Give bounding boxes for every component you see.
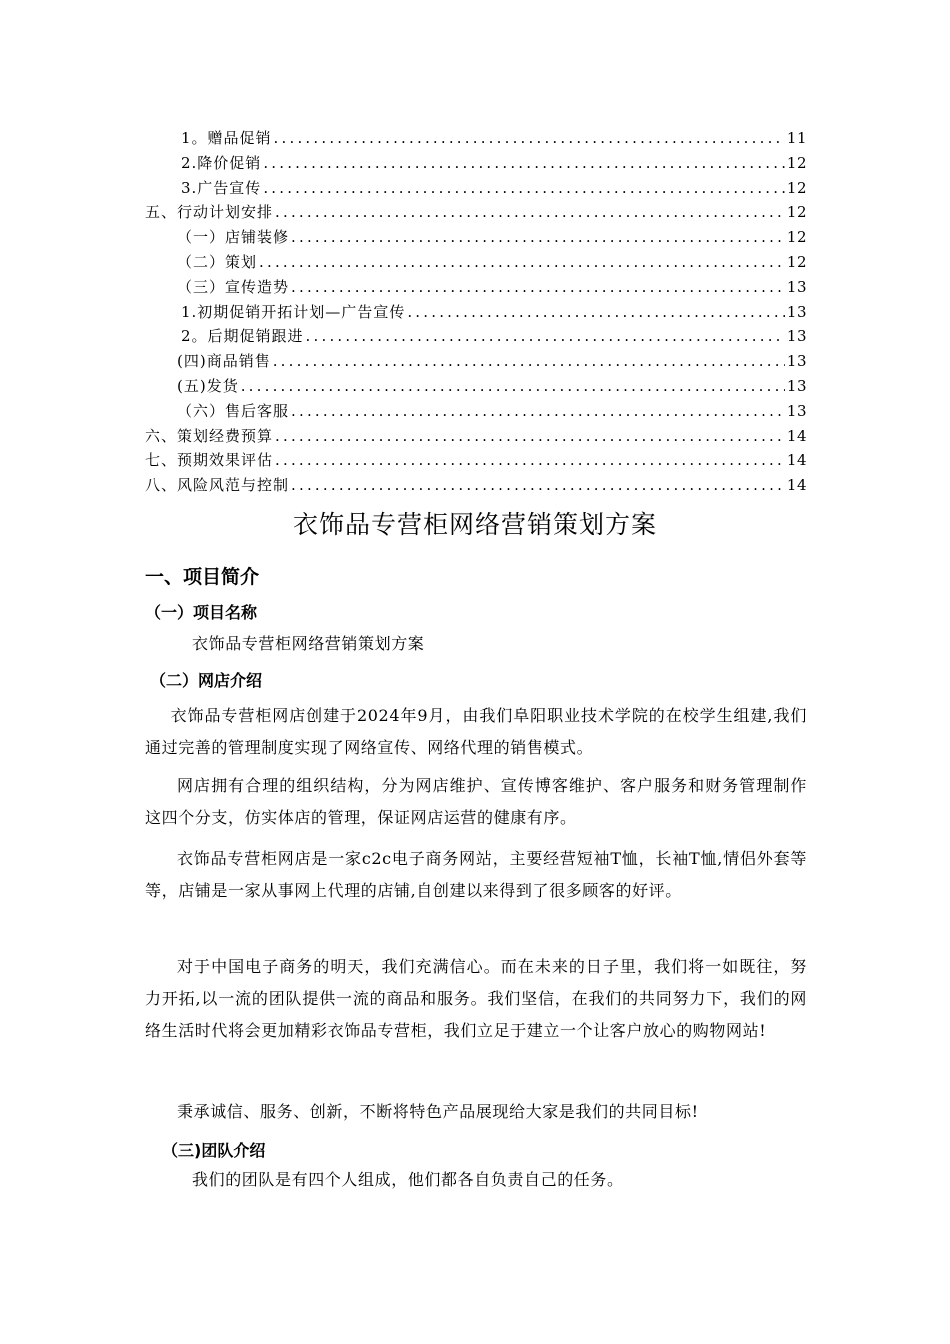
shop-intro-paragraph: 秉承诚信、服务、创新，不断将特色产品展现给大家是我们的共同目标! [177, 1102, 699, 1121]
toc-entry[interactable] [145, 324, 807, 349]
toc-entry-page: 13 [786, 277, 807, 296]
project-name-text: 衣饰品专营柜网络营销策划方案 [192, 634, 425, 653]
toc-entry-page: 12 [786, 153, 807, 172]
toc-entry-label: 3.广告宣传 [181, 178, 262, 197]
toc-entry-label: (五)发货 [177, 376, 239, 395]
toc-entry-label: 2.降价促销 [181, 153, 262, 172]
toc-entry[interactable] [145, 151, 807, 176]
toc-entry-label: 1.初期促销开拓计划—广告宣传 [181, 302, 406, 321]
toc-leader-dots [275, 424, 785, 449]
toc-entry-label: （一）店铺装修 [177, 228, 290, 247]
toc-entry-label: 七、预期效果评估 [145, 451, 274, 470]
toc-leader-dots [306, 324, 785, 349]
toc-entry-label: 八、风险风范与控制 [145, 476, 290, 495]
toc-leader-dots [291, 473, 785, 498]
subsection-heading-team-intro: （三)团队介绍 [162, 1141, 266, 1160]
toc-leader-dots [291, 275, 785, 300]
subsection-heading-project-name: （一）项目名称 [145, 603, 258, 622]
toc-leader-dots [291, 399, 785, 424]
toc-entry-page: 12 [786, 252, 807, 271]
toc-leader-dots [407, 300, 785, 325]
toc-entry[interactable] [145, 424, 807, 449]
toc-entry-page: 14 [786, 476, 807, 495]
toc-entry-label: (四)商品销售 [177, 352, 271, 371]
subsection-heading-shop-intro: （二）网店介绍 [150, 671, 263, 690]
toc-entry[interactable] [145, 176, 807, 201]
toc-leader-dots [274, 126, 785, 151]
toc-entry[interactable] [145, 225, 807, 250]
toc-entry-page: 13 [786, 352, 807, 371]
toc-entry-label: 2。后期促销跟进 [181, 327, 304, 346]
toc-entry-label: 五、行动计划安排 [145, 203, 274, 222]
toc-entry-page: 13 [786, 401, 807, 420]
toc-leader-dots [259, 250, 785, 275]
toc-entry-page: 13 [786, 327, 807, 346]
toc-entry-page: 12 [786, 228, 807, 247]
toc-entry-page: 11 [786, 129, 807, 147]
toc-entry[interactable] [145, 374, 807, 399]
shop-intro-paragraph: 衣饰品专营柜网店是一家c2c电子商务网站，主要经营短袖T恤，长袖T恤,情侣外套等等，店铺是一家从事网上代理的店铺,自创建以来得到了很多顾客的好评。 [145, 849, 807, 900]
toc-entry-label: （六）售后客服 [177, 401, 290, 420]
toc-leader-dots [263, 151, 785, 176]
document-title: 衣饰品专营柜网络营销策划方案 [292, 510, 657, 539]
toc-leader-dots [291, 225, 785, 250]
toc-entry-label: 1。赠品促销 [181, 129, 272, 147]
toc-entry[interactable] [145, 275, 807, 300]
team-intro-text: 我们的团队是有四个人组成，他们都各自负责自己的任务。 [192, 1170, 624, 1189]
table-of-contents [145, 126, 807, 498]
toc-entry-label: （二）策划 [177, 252, 258, 271]
toc-entry[interactable] [145, 250, 807, 275]
toc-entry[interactable] [145, 448, 807, 473]
toc-entry[interactable] [145, 200, 807, 225]
toc-leader-dots [263, 176, 785, 201]
shop-intro-paragraph: 网店拥有合理的组织结构，分为网店维护、宣传博客维护、客户服务和财务管理制作这四个分支，仿实体店的管理，保证网店运营的健康有序。 [145, 776, 807, 827]
toc-entry-page: 12 [786, 178, 807, 197]
toc-leader-dots [275, 448, 785, 473]
toc-entry-label: 六、策划经费预算 [145, 426, 274, 445]
toc-entry-page: 12 [786, 203, 807, 222]
toc-entry[interactable] [145, 399, 807, 424]
toc-leader-dots [241, 374, 785, 399]
toc-entry[interactable] [145, 349, 807, 374]
toc-leader-dots [273, 349, 785, 374]
toc-entry[interactable] [145, 473, 807, 498]
shop-intro-paragraph: 衣饰品专营柜网店创建于2024年9月，由我们阜阳职业技术学院的在校学生组建,我们通过完善的管理制度实现了网络宣传、网络代理的销售模式。 [145, 706, 807, 757]
shop-intro-paragraph: 对于中国电子商务的明天，我们充满信心。而在未来的日子里，我们将一如既往，努力开拓,以一流的团队提供一流的商品和服务。我们坚信，在我们的共同努力下，我们的网络生活时代将会更加精彩衣饰品专营柜，我们立足于建立一个让客户放心的购物网站! [145, 957, 807, 1040]
toc-entry-page: 13 [786, 376, 807, 395]
toc-leader-dots [275, 200, 785, 225]
toc-entry[interactable] [145, 300, 807, 325]
toc-entry-page: 14 [786, 426, 807, 445]
toc-entry-label: （三）宣传造势 [177, 277, 290, 296]
toc-entry[interactable] [145, 126, 807, 151]
toc-entry-page: 13 [786, 302, 807, 321]
section-heading: 一、项目简介 [145, 566, 260, 588]
toc-entry-page: 14 [786, 451, 807, 470]
